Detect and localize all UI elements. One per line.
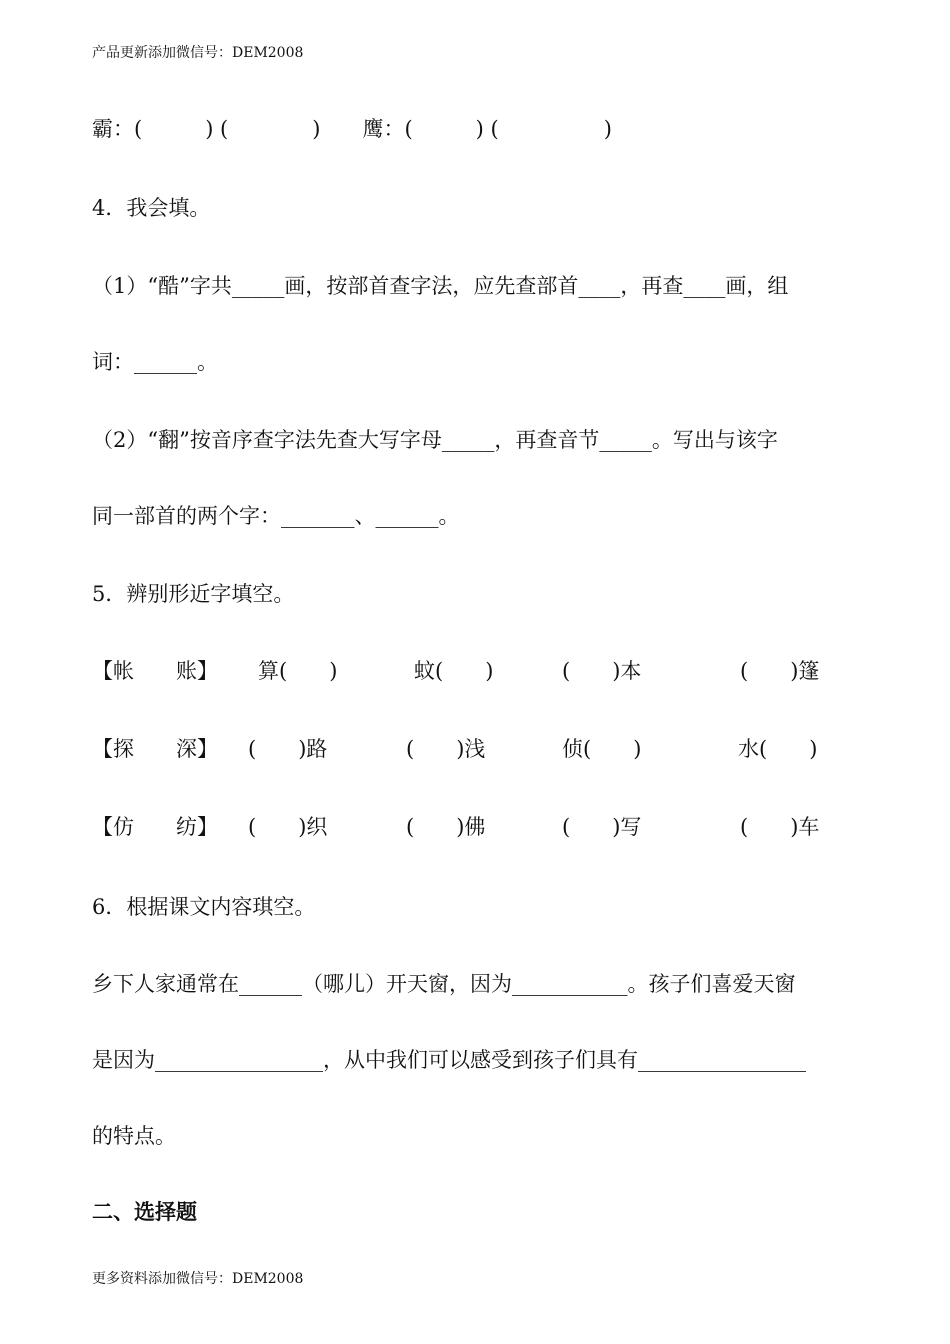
q5-row1-group: 【帐 账】 <box>92 659 218 683</box>
q5-row3-group: 【仿 纺】 <box>92 815 218 839</box>
q5-row2-item3: 侦( ) <box>562 737 642 761</box>
page-footer: 更多资料添加微信号：DEM2008 <box>92 1271 304 1287</box>
question-4-part1-line2: 词：______。 <box>92 350 218 374</box>
question-5-title: 5．辨别形近字填空。 <box>92 582 295 606</box>
q5-row1-item1: 算( ) <box>258 659 338 683</box>
question-6-title: 6．根据课文内容琪空。 <box>92 895 316 919</box>
question-4-part1-line1: （1）“酷”字共_____画，按部首查字法，应先查部首____，再查____画，组 <box>92 274 789 298</box>
q5-row3-item2: ( )佛 <box>406 815 486 839</box>
q5-row1-item2: 蚊( ) <box>414 659 494 683</box>
q5-row2-item4: 水( ) <box>738 737 818 761</box>
q5-row3-item3: ( )写 <box>562 815 642 839</box>
q5-row1-item4: ( )篷 <box>740 659 820 683</box>
section-2-title: 二、选择题 <box>92 1199 197 1224</box>
q5-row1-item3: ( )本 <box>562 659 642 683</box>
question-6-line2: 是因为________________，从中我们可以感受到孩子们具有________________ <box>92 1048 806 1072</box>
question-3-tail: 霸：( ) ( ) 鹰：( ) ( ) <box>92 117 612 141</box>
question-6-line1: 乡下人家通常在______（哪儿）开天窗，因为___________。孩子们喜爱天窗 <box>92 972 796 996</box>
q5-row2-item1: ( )路 <box>248 737 328 761</box>
question-6-line3: 的特点。 <box>92 1124 176 1148</box>
question-4-part2-line1: （2）“翻”按音序查字法先查大写字母_____，再查音节_____。写出与该字 <box>92 428 778 452</box>
q5-row2-item2: ( )浅 <box>406 737 486 761</box>
question-4-title: 4．我会填。 <box>92 196 211 220</box>
q5-row3-item4: ( )车 <box>740 815 820 839</box>
q5-row2-group: 【探 深】 <box>92 737 218 761</box>
question-4-part2-line2: 同一部首的两个字：_______、______。 <box>92 504 460 528</box>
q5-row3-item1: ( )织 <box>248 815 328 839</box>
page-header: 产品更新添加微信号：DEM2008 <box>92 45 304 61</box>
